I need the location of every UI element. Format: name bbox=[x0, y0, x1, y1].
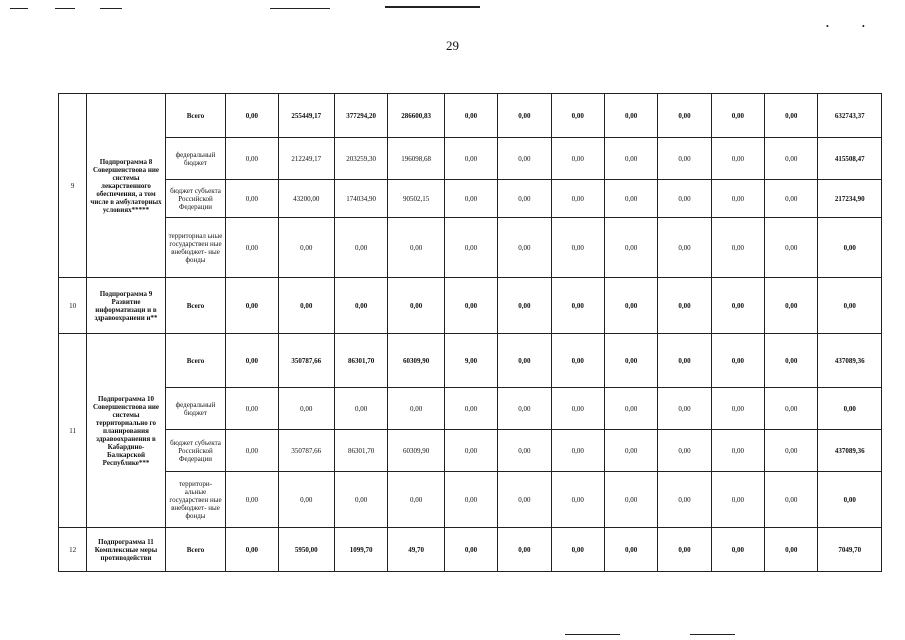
year-value-cell: 0,00 bbox=[226, 94, 278, 138]
year-value-cell: 0,00 bbox=[498, 472, 551, 528]
year-value-cell: 60309,90 bbox=[388, 430, 444, 472]
year-value-cell: 49,70 bbox=[388, 528, 444, 572]
table-row bbox=[59, 94, 882, 138]
year-value-cell: 0,00 bbox=[765, 94, 818, 138]
total-cell: 7049,70 bbox=[818, 528, 882, 572]
year-value-cell: 0,00 bbox=[226, 388, 278, 430]
year-value-cell: 0,00 bbox=[658, 334, 711, 388]
year-value-cell: 255449,17 bbox=[278, 94, 334, 138]
year-value-cell: 0,00 bbox=[551, 528, 604, 572]
scan-artifact-line bbox=[690, 634, 735, 635]
year-value-cell: 0,00 bbox=[226, 528, 278, 572]
year-value-cell: 0,00 bbox=[278, 472, 334, 528]
year-value-cell: 0,00 bbox=[658, 94, 711, 138]
year-value-cell: 0,00 bbox=[334, 218, 387, 278]
funding-source: Всего bbox=[165, 528, 225, 572]
funding-source: территори- альные государствен ные внебюджет- ные фонды bbox=[165, 472, 225, 528]
year-value-cell: 0,00 bbox=[711, 430, 764, 472]
year-value-cell: 377294,20 bbox=[334, 94, 387, 138]
year-value-cell: 0,00 bbox=[498, 430, 551, 472]
year-value-cell: 0,00 bbox=[498, 334, 551, 388]
year-value-cell: 0,00 bbox=[765, 388, 818, 430]
year-value-cell: 0,00 bbox=[498, 94, 551, 138]
table-row bbox=[59, 334, 882, 388]
year-value-cell: 212249,17 bbox=[278, 138, 334, 180]
year-value-cell: 0,00 bbox=[498, 278, 551, 334]
year-value-cell: 1099,70 bbox=[334, 528, 387, 572]
year-value-cell: 0,00 bbox=[498, 218, 551, 278]
year-value-cell: 0,00 bbox=[711, 388, 764, 430]
year-value-cell: 0,00 bbox=[498, 180, 551, 218]
year-value-cell: 0,00 bbox=[498, 528, 551, 572]
funding-source: Всего bbox=[165, 278, 225, 334]
total-cell: 217234,90 bbox=[818, 180, 882, 218]
year-value-cell: 0,00 bbox=[551, 94, 604, 138]
year-value-cell: 0,00 bbox=[658, 218, 711, 278]
row-number: 9 bbox=[59, 94, 87, 278]
year-value-cell: 286600,83 bbox=[388, 94, 444, 138]
year-value-cell: 0,00 bbox=[444, 472, 497, 528]
year-value-cell: 0,00 bbox=[604, 94, 657, 138]
program-name: Подпрограмма 8 Совершенствова ние системы лекарственного обеспечения, а том числе в амбулаторных условиях***** bbox=[87, 94, 166, 278]
year-value-cell: 0,00 bbox=[278, 218, 334, 278]
year-value-cell: 0,00 bbox=[334, 278, 387, 334]
year-value-cell: 0,00 bbox=[551, 334, 604, 388]
total-cell: 0,00 bbox=[818, 388, 882, 430]
total-cell: 437089,36 bbox=[818, 334, 882, 388]
year-value-cell: 0,00 bbox=[444, 430, 497, 472]
year-value-cell: 0,00 bbox=[604, 180, 657, 218]
table-row bbox=[59, 278, 882, 334]
year-value-cell: 0,00 bbox=[604, 138, 657, 180]
year-value-cell: 0,00 bbox=[388, 278, 444, 334]
year-value-cell: 0,00 bbox=[551, 388, 604, 430]
year-value-cell: 0,00 bbox=[444, 180, 497, 218]
funding-source: федеральный бюджет bbox=[165, 388, 225, 430]
scan-artifact-line bbox=[100, 8, 122, 9]
program-name: Подпрограмма 11 Комплексные меры противодействи bbox=[87, 528, 166, 572]
row-number: 10 bbox=[59, 278, 87, 334]
page-number: 29 bbox=[446, 38, 459, 53]
scan-artifact-dot: • bbox=[862, 22, 865, 31]
total-cell: 437089,36 bbox=[818, 430, 882, 472]
year-value-cell: 203259,30 bbox=[334, 138, 387, 180]
year-value-cell: 0,00 bbox=[658, 472, 711, 528]
year-value-cell: 0,00 bbox=[765, 218, 818, 278]
year-value-cell: 0,00 bbox=[604, 334, 657, 388]
year-value-cell: 0,00 bbox=[711, 138, 764, 180]
program-name: Подпрограмма 10 Совершенствова ние системы территориально го планирования здравоохранения в Кабардино- Балкарской Республике*** bbox=[87, 334, 166, 528]
year-value-cell: 0,00 bbox=[334, 388, 387, 430]
row-number: 12 bbox=[59, 528, 87, 572]
scan-artifact-line bbox=[565, 634, 620, 635]
funding-source: бюджет субъекта Российской Федерации bbox=[165, 430, 225, 472]
year-value-cell: 0,00 bbox=[711, 334, 764, 388]
year-value-cell: 0,00 bbox=[604, 388, 657, 430]
year-value-cell: 0,00 bbox=[444, 528, 497, 572]
year-value-cell: 0,00 bbox=[551, 278, 604, 334]
year-value-cell: 0,00 bbox=[551, 430, 604, 472]
table-row bbox=[59, 180, 882, 218]
year-value-cell: 0,00 bbox=[226, 278, 278, 334]
scan-artifact-line bbox=[385, 6, 480, 8]
funding-source: бюджет субъекта Российской Федерации bbox=[165, 180, 225, 218]
year-value-cell: 0,00 bbox=[334, 472, 387, 528]
year-value-cell: 0,00 bbox=[711, 278, 764, 334]
year-value-cell: 0,00 bbox=[226, 430, 278, 472]
year-value-cell: 0,00 bbox=[604, 430, 657, 472]
table-row bbox=[59, 218, 882, 278]
year-value-cell: 0,00 bbox=[658, 138, 711, 180]
year-value-cell: 0,00 bbox=[765, 138, 818, 180]
year-value-cell: 0,00 bbox=[551, 218, 604, 278]
year-value-cell: 0,00 bbox=[444, 278, 497, 334]
year-value-cell: 0,00 bbox=[711, 528, 764, 572]
year-value-cell: 0,00 bbox=[278, 278, 334, 334]
year-value-cell: 43200,00 bbox=[278, 180, 334, 218]
row-number: 11 bbox=[59, 334, 87, 528]
year-value-cell: 0,00 bbox=[765, 334, 818, 388]
budget-table bbox=[58, 93, 882, 572]
year-value-cell: 0,00 bbox=[711, 180, 764, 218]
year-value-cell: 0,00 bbox=[226, 180, 278, 218]
year-value-cell: 0,00 bbox=[658, 528, 711, 572]
year-value-cell: 9,00 bbox=[444, 334, 497, 388]
year-value-cell: 0,00 bbox=[658, 388, 711, 430]
total-cell: 0,00 bbox=[818, 218, 882, 278]
year-value-cell: 0,00 bbox=[765, 430, 818, 472]
total-cell: 0,00 bbox=[818, 472, 882, 528]
total-cell: 632743,37 bbox=[818, 94, 882, 138]
total-cell: 415508,47 bbox=[818, 138, 882, 180]
year-value-cell: 174034,90 bbox=[334, 180, 387, 218]
scan-artifact-line bbox=[270, 8, 330, 9]
year-value-cell: 0,00 bbox=[498, 138, 551, 180]
year-value-cell: 350787,66 bbox=[278, 334, 334, 388]
table-row bbox=[59, 472, 882, 528]
year-value-cell: 5950,00 bbox=[278, 528, 334, 572]
year-value-cell: 0,00 bbox=[604, 528, 657, 572]
year-value-cell: 60309,90 bbox=[388, 334, 444, 388]
table-row bbox=[59, 430, 882, 472]
year-value-cell: 0,00 bbox=[551, 138, 604, 180]
year-value-cell: 0,00 bbox=[226, 218, 278, 278]
scan-artifact-line bbox=[10, 8, 28, 9]
table-row bbox=[59, 138, 882, 180]
year-value-cell: 0,00 bbox=[711, 218, 764, 278]
year-value-cell: 0,00 bbox=[226, 472, 278, 528]
year-value-cell: 196098,68 bbox=[388, 138, 444, 180]
year-value-cell: 0,00 bbox=[604, 218, 657, 278]
year-value-cell: 90502,15 bbox=[388, 180, 444, 218]
funding-source: Всего bbox=[165, 334, 225, 388]
year-value-cell: 0,00 bbox=[551, 472, 604, 528]
scan-artifact-line bbox=[55, 8, 75, 9]
scan-artifact-dot: • bbox=[826, 22, 829, 31]
year-value-cell: 0,00 bbox=[388, 472, 444, 528]
year-value-cell: 0,00 bbox=[604, 278, 657, 334]
year-value-cell: 0,00 bbox=[444, 94, 497, 138]
year-value-cell: 0,00 bbox=[444, 218, 497, 278]
year-value-cell: 0,00 bbox=[765, 472, 818, 528]
table-row bbox=[59, 528, 882, 572]
year-value-cell: 0,00 bbox=[658, 278, 711, 334]
year-value-cell: 0,00 bbox=[226, 138, 278, 180]
year-value-cell: 0,00 bbox=[551, 180, 604, 218]
year-value-cell: 0,00 bbox=[444, 388, 497, 430]
year-value-cell: 86301,70 bbox=[334, 430, 387, 472]
total-cell: 0,00 bbox=[818, 278, 882, 334]
year-value-cell: 0,00 bbox=[765, 278, 818, 334]
year-value-cell: 0,00 bbox=[765, 180, 818, 218]
year-value-cell: 350787,66 bbox=[278, 430, 334, 472]
year-value-cell: 0,00 bbox=[388, 218, 444, 278]
year-value-cell: 0,00 bbox=[658, 430, 711, 472]
year-value-cell: 0,00 bbox=[498, 388, 551, 430]
table-row bbox=[59, 388, 882, 430]
year-value-cell: 0,00 bbox=[658, 180, 711, 218]
year-value-cell: 0,00 bbox=[388, 388, 444, 430]
year-value-cell: 0,00 bbox=[278, 388, 334, 430]
funding-source: территориал ьные государствен ные внебюджет- ные фонды bbox=[165, 218, 225, 278]
year-value-cell: 0,00 bbox=[444, 138, 497, 180]
year-value-cell: 86301,70 bbox=[334, 334, 387, 388]
year-value-cell: 0,00 bbox=[711, 472, 764, 528]
year-value-cell: 0,00 bbox=[604, 472, 657, 528]
year-value-cell: 0,00 bbox=[711, 94, 764, 138]
year-value-cell: 0,00 bbox=[226, 334, 278, 388]
funding-source: Всего bbox=[165, 94, 225, 138]
year-value-cell: 0,00 bbox=[765, 528, 818, 572]
program-name: Подпрограмма 9 Развитие информатизаци и в здравоохранени и** bbox=[87, 278, 166, 334]
funding-source: федеральный бюджет bbox=[165, 138, 225, 180]
